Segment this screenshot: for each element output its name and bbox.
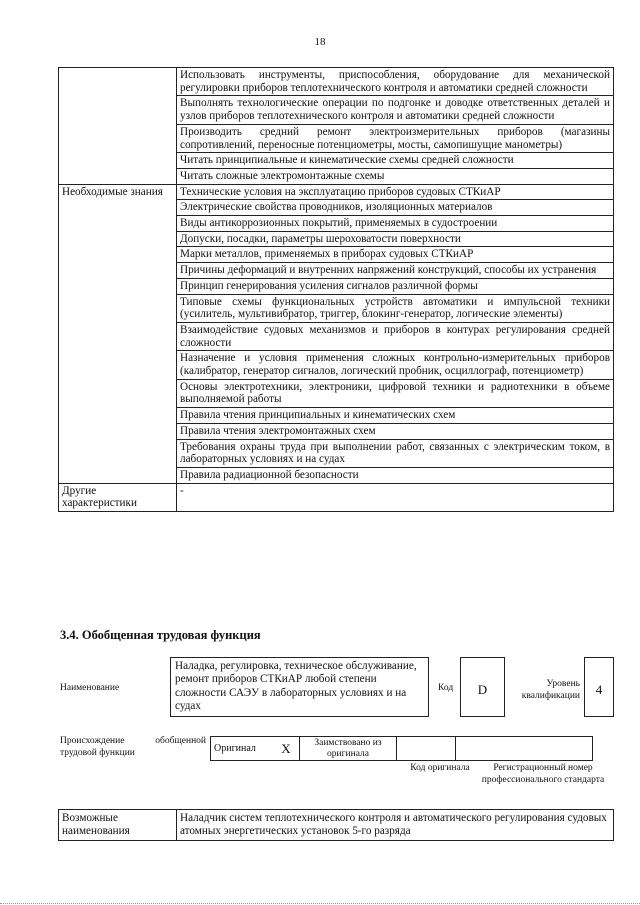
row-item: Требования охраны труда при выполнении работ, связанных с электрическим током, в лабораторных условиях и на судах: [177, 439, 614, 467]
row-item: Производить средний ремонт электроизмерительных приборов (магазины сопротивлений, переносные потенциометры, мосты, самопишущие манометры): [177, 124, 614, 152]
row-item: Использовать инструменты, приспособления, оборудование для механической регулировки приборов теплотехнического контроля и автоматики средней сложности: [177, 68, 614, 96]
original-code-cell: [397, 737, 456, 761]
original-label: Оригинал: [211, 737, 274, 761]
origin-label: Происхождение обобщенной трудовой функции: [60, 736, 206, 758]
code-box: [460, 657, 505, 717]
row-group-label: [59, 68, 177, 185]
row-item: -: [177, 483, 614, 511]
registration-number-cell: [456, 737, 593, 761]
code-label: Код: [438, 683, 454, 693]
original-mark: X: [273, 737, 300, 761]
row-item: Марки металлов, применяемых в приборах судовых СТКиАР: [177, 247, 614, 263]
row-group-label: Другие характеристики: [59, 483, 177, 511]
row-item: Принцип генерирования усиления сигналов различной формы: [177, 278, 614, 294]
row-item: Правила радиационной безопасности: [177, 467, 614, 483]
row-item: Типовые схемы функциональных устройств автоматики и импульсной техники (усилитель, мультивибратор, триггер, блокинг-генератор, логические элементы): [177, 294, 614, 322]
possible-names-value: Наладчик систем теплотехнического контроля и автоматического регулирования судовых атомных энергетических установок 5-го разряда: [177, 810, 614, 841]
row-group-label: Необходимые знания: [59, 184, 177, 483]
function-name-box: [170, 657, 429, 717]
row-item: Читать сложные электромонтажные схемы: [177, 168, 614, 184]
row-item: Допуски, посадки, параметры шероховатости поверхности: [177, 231, 614, 247]
possible-names-label: Возможные наименования: [59, 810, 177, 841]
row-item: Технические условия на эксплуатацию приборов судовых СТКиАР: [177, 184, 614, 200]
row-item: Выполнять технологические операции по подгонке и доводке ответственных деталей и узлов приборов теплотехнического контроля и автоматики средней сложности: [177, 96, 614, 124]
table-row: [59, 483, 614, 511]
row-item: Назначение и условия применения сложных контрольно-измерительных приборов (калибратор, генератор сигналов, логический пробник, осциллограф, потенциометр): [177, 351, 614, 379]
origin-table: [210, 736, 593, 761]
row-item: Электрические свойства проводников, изоляционных материалов: [177, 200, 614, 216]
row-item: Читать принципиальные и кинематические схемы средней сложности: [177, 153, 614, 169]
qualification-level-label: Уровень квалификации: [521, 679, 580, 701]
function-name-value: Наладка, регулировка, техническое обслуживание, ремонт приборов СТКиАР любой степени сложности САЭУ в лабораторных условиях и на судах: [175, 660, 417, 713]
row-item: Правила чтения принципиальных и кинематических схем: [177, 408, 614, 424]
page-bottom-line: [0, 903, 640, 904]
row-item: Причины деформаций и внутренних напряжений конструкций, способы их устранения: [177, 263, 614, 279]
row-item: Взаимодействие судовых механизмов и приборов в контурах регулирования средней сложности: [177, 322, 614, 350]
table-row: [59, 184, 614, 200]
qualification-level-value: 4: [595, 682, 603, 697]
row-item: Виды антикоррозионных покрытий, применяемых в судостроении: [177, 216, 614, 232]
section-title: 3.4. Обобщенная трудовая функция: [60, 628, 261, 642]
qualification-level-box: [584, 657, 614, 717]
registration-number-caption: Регистрационный номер профессионального стандарта: [481, 763, 605, 785]
row-item: Правила чтения электромонтажных схем: [177, 423, 614, 439]
code-value: D: [477, 682, 488, 697]
row-item: Основы электротехники, электроники, цифровой техники и радиотехники в объеме выполняемой работы: [177, 379, 614, 407]
original-code-caption: Код оригинала: [410, 763, 470, 773]
page-number: 18: [314, 36, 326, 48]
table-row: [59, 68, 614, 96]
function-name-label: Наименование: [60, 683, 120, 693]
borrowed-label: Заимствовано из оригинала: [300, 737, 397, 761]
requirements-table: [58, 67, 614, 512]
possible-names-table: [58, 809, 614, 841]
